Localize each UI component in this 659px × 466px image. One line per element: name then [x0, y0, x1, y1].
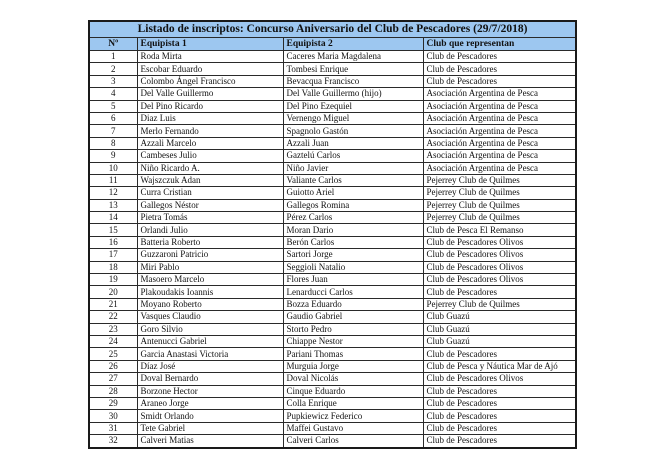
table-row: [89, 335, 576, 347]
cell-equipista-2: Seggioli Natalio: [283, 261, 423, 273]
cell-equipista-1: Batteria Roberto: [137, 236, 283, 248]
cell-club: Club de Pescadores: [423, 286, 576, 298]
cell-equipista-2: Calveri Carlos: [283, 435, 423, 448]
table-row: [89, 360, 576, 372]
table-row: [89, 274, 576, 286]
cell-numero: 21: [89, 298, 137, 310]
cell-equipista-1: Doval Bernardo: [137, 373, 283, 385]
cell-club: Club de Pescadores: [423, 435, 576, 448]
cell-numero: 22: [89, 311, 137, 323]
table-row: [89, 261, 576, 273]
table-row: [89, 199, 576, 211]
cell-equipista-1: Orlandi Julio: [137, 224, 283, 236]
cell-numero: 17: [89, 249, 137, 261]
cell-equipista-1: Colombo Ángel Francisco: [137, 75, 283, 87]
table-row: [89, 298, 576, 310]
cell-numero: 32: [89, 435, 137, 448]
table-row: [89, 125, 576, 137]
cell-equipista-2: Del Pino Ezequiel: [283, 100, 423, 112]
table-row: [89, 311, 576, 323]
cell-numero: 19: [89, 274, 137, 286]
cell-club: Club de Pescadores: [423, 51, 576, 63]
cell-equipista-2: Vernengo Miguel: [283, 112, 423, 124]
cell-equipista-2: Doval Nicolás: [283, 373, 423, 385]
cell-numero: 7: [89, 125, 137, 137]
cell-equipista-1: Merlo Fernando: [137, 125, 283, 137]
cell-equipista-1: Gallegos Néstor: [137, 199, 283, 211]
cell-equipista-2: Lenarducci Carlos: [283, 286, 423, 298]
cell-club: Club de Pesca El Remanso: [423, 224, 576, 236]
cell-equipista-1: Pietra Tomás: [137, 212, 283, 224]
cell-equipista-1: Calveri Matias: [137, 435, 283, 448]
cell-club: Pejerrey Club de Quilmes: [423, 174, 576, 186]
cell-club: Club Guazú: [423, 323, 576, 335]
cell-numero: 13: [89, 199, 137, 211]
table-row: [89, 137, 576, 149]
table-row: [89, 373, 576, 385]
cell-equipista-1: Plakoudakis Ioannis: [137, 286, 283, 298]
cell-club: Club de Pescadores: [423, 397, 576, 409]
column-header-club: Club que representan: [423, 38, 576, 51]
cell-club: Club de Pescadores: [423, 410, 576, 422]
roster-table-container: [88, 20, 577, 449]
cell-equipista-2: Pérez Carlos: [283, 212, 423, 224]
cell-numero: 9: [89, 150, 137, 162]
table-header-row: [89, 38, 576, 51]
cell-equipista-1: Vasques Claudio: [137, 311, 283, 323]
cell-equipista-1: Azzali Marcelo: [137, 137, 283, 149]
cell-equipista-1: Roda Mirta: [137, 51, 283, 63]
cell-equipista-2: Caceres Maria Magdalena: [283, 51, 423, 63]
cell-club: Club de Pescadores: [423, 385, 576, 397]
cell-equipista-1: Smidt Orlando: [137, 410, 283, 422]
table-row: [89, 212, 576, 224]
cell-equipista-2: Gaudio Gabriel: [283, 311, 423, 323]
inscriptos-table: [88, 20, 577, 449]
table-row: [89, 323, 576, 335]
cell-equipista-1: Goro Silvio: [137, 323, 283, 335]
cell-equipista-1: Guzzaroni Patricio: [137, 249, 283, 261]
cell-numero: 28: [89, 385, 137, 397]
column-header-equipista-1: Equipista 1: [137, 38, 283, 51]
table-row: [89, 410, 576, 422]
cell-numero: 4: [89, 88, 137, 100]
cell-equipista-1: Miri Pablo: [137, 261, 283, 273]
cell-equipista-2: Maffei Gustavo: [283, 422, 423, 434]
cell-numero: 26: [89, 360, 137, 372]
cell-numero: 1: [89, 51, 137, 63]
cell-numero: 27: [89, 373, 137, 385]
cell-equipista-1: Curra Cristian: [137, 187, 283, 199]
cell-club: Club de Pescadores Olivos: [423, 274, 576, 286]
cell-club: Pejerrey Club de Quilmes: [423, 199, 576, 211]
table-row: [89, 63, 576, 75]
cell-equipista-1: Borzone Hector: [137, 385, 283, 397]
cell-club: Pejerrey Club de Quilmes: [423, 298, 576, 310]
cell-equipista-2: Valiante Carlos: [283, 174, 423, 186]
table-row: [89, 88, 576, 100]
cell-numero: 31: [89, 422, 137, 434]
cell-numero: 6: [89, 112, 137, 124]
table-row: [89, 174, 576, 186]
cell-equipista-2: Colla Enrique: [283, 397, 423, 409]
cell-numero: 8: [89, 137, 137, 149]
cell-equipista-2: Spagnolo Gastón: [283, 125, 423, 137]
cell-equipista-2: Pariani Thomas: [283, 348, 423, 360]
table-row: [89, 150, 576, 162]
cell-club: Pejerrey Club de Quilmes: [423, 187, 576, 199]
table-row: [89, 187, 576, 199]
cell-numero: 20: [89, 286, 137, 298]
cell-club: Asociación Argentina de Pesca: [423, 100, 576, 112]
table-row: [89, 348, 576, 360]
cell-numero: 11: [89, 174, 137, 186]
column-header-equipista-2: Equipista 2: [283, 38, 423, 51]
cell-equipista-2: Gaztelú Carlos: [283, 150, 423, 162]
cell-club: Club de Pescadores: [423, 75, 576, 87]
cell-numero: 18: [89, 261, 137, 273]
table-row: [89, 236, 576, 248]
cell-club: Asociación Argentina de Pesca: [423, 88, 576, 100]
cell-equipista-2: Storto Pedro: [283, 323, 423, 335]
cell-equipista-1: Antenucci Gabriel: [137, 335, 283, 347]
table-row: [89, 112, 576, 124]
table-row: [89, 162, 576, 174]
table-row: [89, 397, 576, 409]
table-row: [89, 435, 576, 448]
cell-equipista-2: Bevacqua Francisco: [283, 75, 423, 87]
cell-equipista-2: Pupkiewicz Federico: [283, 410, 423, 422]
cell-club: Asociación Argentina de Pesca: [423, 162, 576, 174]
cell-numero: 10: [89, 162, 137, 174]
cell-club: Club de Pescadores: [423, 63, 576, 75]
cell-club: Club de Pescadores: [423, 348, 576, 360]
cell-numero: 14: [89, 212, 137, 224]
cell-numero: 16: [89, 236, 137, 248]
cell-club: Pejerrey Club de Quilmes: [423, 212, 576, 224]
cell-numero: 3: [89, 75, 137, 87]
cell-club: Club Guazú: [423, 335, 576, 347]
cell-numero: 25: [89, 348, 137, 360]
cell-equipista-1: Niño Ricardo A.: [137, 162, 283, 174]
cell-equipista-2: Chiappe Nestor: [283, 335, 423, 347]
cell-club: Club de Pescadores Olivos: [423, 236, 576, 248]
cell-equipista-2: Niño Javier: [283, 162, 423, 174]
table-row: [89, 51, 576, 63]
cell-club: Club Guazú: [423, 311, 576, 323]
column-header-numero: Nº: [89, 38, 137, 51]
cell-equipista-2: Berón Carlos: [283, 236, 423, 248]
cell-club: Asociación Argentina de Pesca: [423, 137, 576, 149]
cell-club: Club de Pescadores Olivos: [423, 373, 576, 385]
cell-club: Asociación Argentina de Pesca: [423, 150, 576, 162]
table-row: [89, 224, 576, 236]
cell-equipista-2: Moran Dario: [283, 224, 423, 236]
table-row: [89, 286, 576, 298]
cell-numero: 23: [89, 323, 137, 335]
table-row: [89, 385, 576, 397]
cell-equipista-2: Murguia Jorge: [283, 360, 423, 372]
cell-equipista-1: Del Valle Guillermo: [137, 88, 283, 100]
cell-equipista-2: Sartori Jorge: [283, 249, 423, 261]
table-row: [89, 249, 576, 261]
cell-numero: 5: [89, 100, 137, 112]
table-title-row: [89, 21, 576, 38]
cell-equipista-1: Moyano Roberto: [137, 298, 283, 310]
cell-equipista-2: Cinque Eduardo: [283, 385, 423, 397]
cell-equipista-1: Del Pino Ricardo: [137, 100, 283, 112]
cell-equipista-2: Bozza Eduardo: [283, 298, 423, 310]
cell-equipista-1: Tete Gabriel: [137, 422, 283, 434]
cell-equipista-2: Gallegos Romina: [283, 199, 423, 211]
cell-equipista-1: Masoero Marcelo: [137, 274, 283, 286]
cell-equipista-2: Flores Juan: [283, 274, 423, 286]
cell-equipista-2: Guiotto Ariel: [283, 187, 423, 199]
cell-equipista-2: Del Valle Guillermo (hijo): [283, 88, 423, 100]
table-body: [89, 51, 576, 448]
cell-equipista-1: Díaz José: [137, 360, 283, 372]
cell-numero: 2: [89, 63, 137, 75]
cell-equipista-1: Garcia Anastasi Victoria: [137, 348, 283, 360]
cell-club: Club de Pesca y Náutica Mar de Ajó: [423, 360, 576, 372]
cell-numero: 12: [89, 187, 137, 199]
cell-club: Club de Pescadores: [423, 422, 576, 434]
cell-numero: 29: [89, 397, 137, 409]
table-row: [89, 422, 576, 434]
cell-equipista-1: Diaz Luis: [137, 112, 283, 124]
cell-numero: 15: [89, 224, 137, 236]
table-row: [89, 75, 576, 87]
cell-numero: 30: [89, 410, 137, 422]
cell-numero: 24: [89, 335, 137, 347]
cell-club: Club de Pescadores Olivos: [423, 249, 576, 261]
cell-club: Asociación Argentina de Pesca: [423, 125, 576, 137]
cell-club: Asociación Argentina de Pesca: [423, 112, 576, 124]
cell-equipista-1: Araneo Jorge: [137, 397, 283, 409]
cell-equipista-1: Cambeses Julio: [137, 150, 283, 162]
cell-equipista-2: Azzali Juan: [283, 137, 423, 149]
cell-equipista-1: Wajszczuk Adan: [137, 174, 283, 186]
cell-equipista-1: Escobar Eduardo: [137, 63, 283, 75]
cell-equipista-2: Tombesi Enrique: [283, 63, 423, 75]
table-title: Listado de inscriptos: Concurso Aniversario del Club de Pescadores (29/7/2018): [89, 21, 576, 38]
table-row: [89, 100, 576, 112]
cell-club: Club de Pescadores Olivos: [423, 261, 576, 273]
